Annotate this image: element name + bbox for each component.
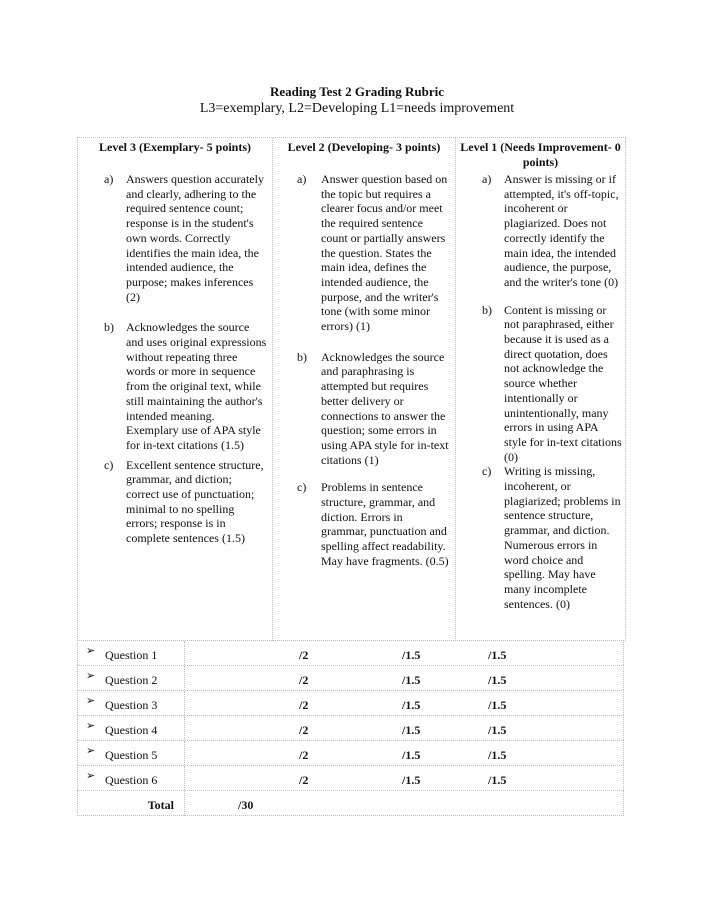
item-text: Answers question accurately and clearly, adhering to the required sentence count; response is in the student's own words. Correctly identifies the main idea, the intended audience, the purpose; makes inferences (2)	[126, 172, 264, 304]
cell-divider	[184, 741, 185, 765]
question-label: Question 3	[105, 698, 158, 712]
arrow-bullet-icon: ➢	[86, 720, 96, 732]
score-level-3: /2	[299, 648, 309, 662]
score-table	[77, 640, 624, 816]
page-subtitle: L3=exemplary, L2=Developing L1=needs improvement	[199, 101, 515, 116]
cell-divider	[184, 666, 185, 690]
arrow-bullet-icon: ➢	[86, 770, 96, 782]
total-label: Total	[147, 798, 174, 812]
score-level-2: /1.5	[402, 748, 421, 762]
criterion-item	[456, 303, 625, 465]
item-marker: b)	[297, 349, 307, 364]
criterion-item	[273, 480, 455, 568]
column-heading: Level 2 (Developing- 3 points)	[287, 140, 441, 154]
total-value: /30	[238, 798, 254, 812]
cell-divider	[184, 691, 185, 715]
item-text: Acknowledges the source and uses original expressions without repeating three words or more in sequence from the original text, while still maintaining the author's intended meaning. Exemplary use of APA style for in-text citations (1.5)	[126, 320, 267, 452]
score-level-1: /1.5	[488, 773, 507, 787]
criterion-item	[78, 320, 272, 452]
item-text: Answer question based on the topic but requires a clearer focus and/or meet the required sentence count or partially answers the question. States the main idea, defines the intended audience, the purpose, and the writer's tone (with some minor errors) (1)	[321, 172, 448, 334]
criterion-item	[273, 350, 455, 468]
score-level-1: /1.5	[488, 648, 507, 662]
item-marker: b)	[482, 302, 492, 317]
score-row-question-4	[77, 715, 624, 740]
item-text: Problems in sentence structure, grammar, and diction. Errors in grammar, punctuation and spelling affect readability. May have fragments. (0.5)	[321, 480, 449, 568]
item-marker: a)	[482, 172, 492, 186]
criterion-item	[78, 458, 272, 546]
criterion-item	[78, 172, 272, 304]
item-text: Acknowledges the source and paraphrasing is attempted but requires better delivery or connections to answer the question; some errors in using APA style for in-text citations (1)	[321, 349, 449, 467]
item-marker: b)	[104, 320, 114, 335]
cell-divider	[184, 766, 185, 790]
question-label: Question 4	[105, 723, 158, 737]
score-level-2: /1.5	[402, 648, 421, 662]
score-level-1: /1.5	[488, 748, 507, 762]
score-level-2: /1.5	[402, 673, 421, 687]
arrow-bullet-icon: ➢	[86, 695, 96, 707]
column-heading: Level 3 (Exemplary- 5 points)	[99, 140, 251, 154]
total-row	[77, 790, 624, 816]
score-level-1: /1.5	[488, 698, 507, 712]
score-row-question-2	[77, 665, 624, 690]
criteria-list	[273, 172, 455, 569]
cell-divider	[184, 641, 185, 665]
score-level-2: /1.5	[402, 773, 421, 787]
rubric-column-level-2	[273, 138, 456, 641]
cell-divider	[184, 716, 185, 740]
rubric-column-level-3	[78, 138, 273, 641]
question-label: Question 2	[105, 673, 158, 687]
question-label: Question 6	[105, 773, 158, 787]
score-level-2: /1.5	[402, 723, 421, 737]
score-row-question-5	[77, 740, 624, 765]
score-level-3: /2	[299, 773, 309, 787]
score-row-question-1	[77, 640, 624, 665]
column-heading: Level 1 (Needs Improvement- 0 points)	[460, 140, 621, 169]
rubric-column-level-1	[456, 138, 625, 641]
criterion-item	[273, 172, 455, 334]
arrow-bullet-icon: ➢	[86, 670, 96, 682]
score-row-question-3	[77, 690, 624, 715]
criterion-item	[456, 464, 625, 611]
arrow-bullet-icon: ➢	[86, 645, 96, 657]
item-text: Answer is missing or if attempted, it's off-topic, incoherent or plagiarized. Does not correctly identify the main idea, the intended audience, the purpose, and the writer's tone (0)	[504, 172, 619, 289]
rubric-table	[77, 137, 626, 641]
arrow-bullet-icon: ➢	[86, 745, 96, 757]
cell-divider	[184, 791, 185, 816]
item-marker: a)	[297, 172, 307, 186]
criterion-item	[456, 172, 625, 290]
item-marker: c)	[482, 464, 492, 479]
item-marker: c)	[104, 457, 114, 472]
question-label: Question 5	[105, 748, 158, 762]
score-level-1: /1.5	[488, 723, 507, 737]
score-row-question-6	[77, 765, 624, 790]
score-level-1: /1.5	[488, 673, 507, 687]
item-marker: c)	[297, 480, 307, 495]
criteria-list	[78, 172, 272, 546]
score-level-2: /1.5	[402, 698, 421, 712]
score-level-3: /2	[299, 748, 309, 762]
item-text: Excellent sentence structure, grammar, and diction; correct use of punctuation; minimal to no spelling errors; response is in complete sentences (1.5)	[126, 457, 264, 546]
page-title: Reading Test 2 Grading Rubric	[269, 84, 445, 99]
score-level-3: /2	[299, 723, 309, 737]
criteria-list	[456, 172, 625, 611]
item-text: Writing is missing, incoherent, or plagiarized; problems in sentence structure, grammar, and diction. Numerous errors in word choice and spelling. May have many incomplete sentences. (0)	[504, 464, 621, 611]
score-level-3: /2	[299, 673, 309, 687]
score-level-3: /2	[299, 698, 309, 712]
item-text: Content is missing or not paraphrased, either because it is used as a direct quotation, does not acknowledge the source whether intentionally or unintentionally, many errors in using APA style for in-text citations (0)	[504, 302, 622, 464]
item-marker: a)	[104, 172, 114, 186]
question-label: Question 1	[105, 648, 158, 662]
